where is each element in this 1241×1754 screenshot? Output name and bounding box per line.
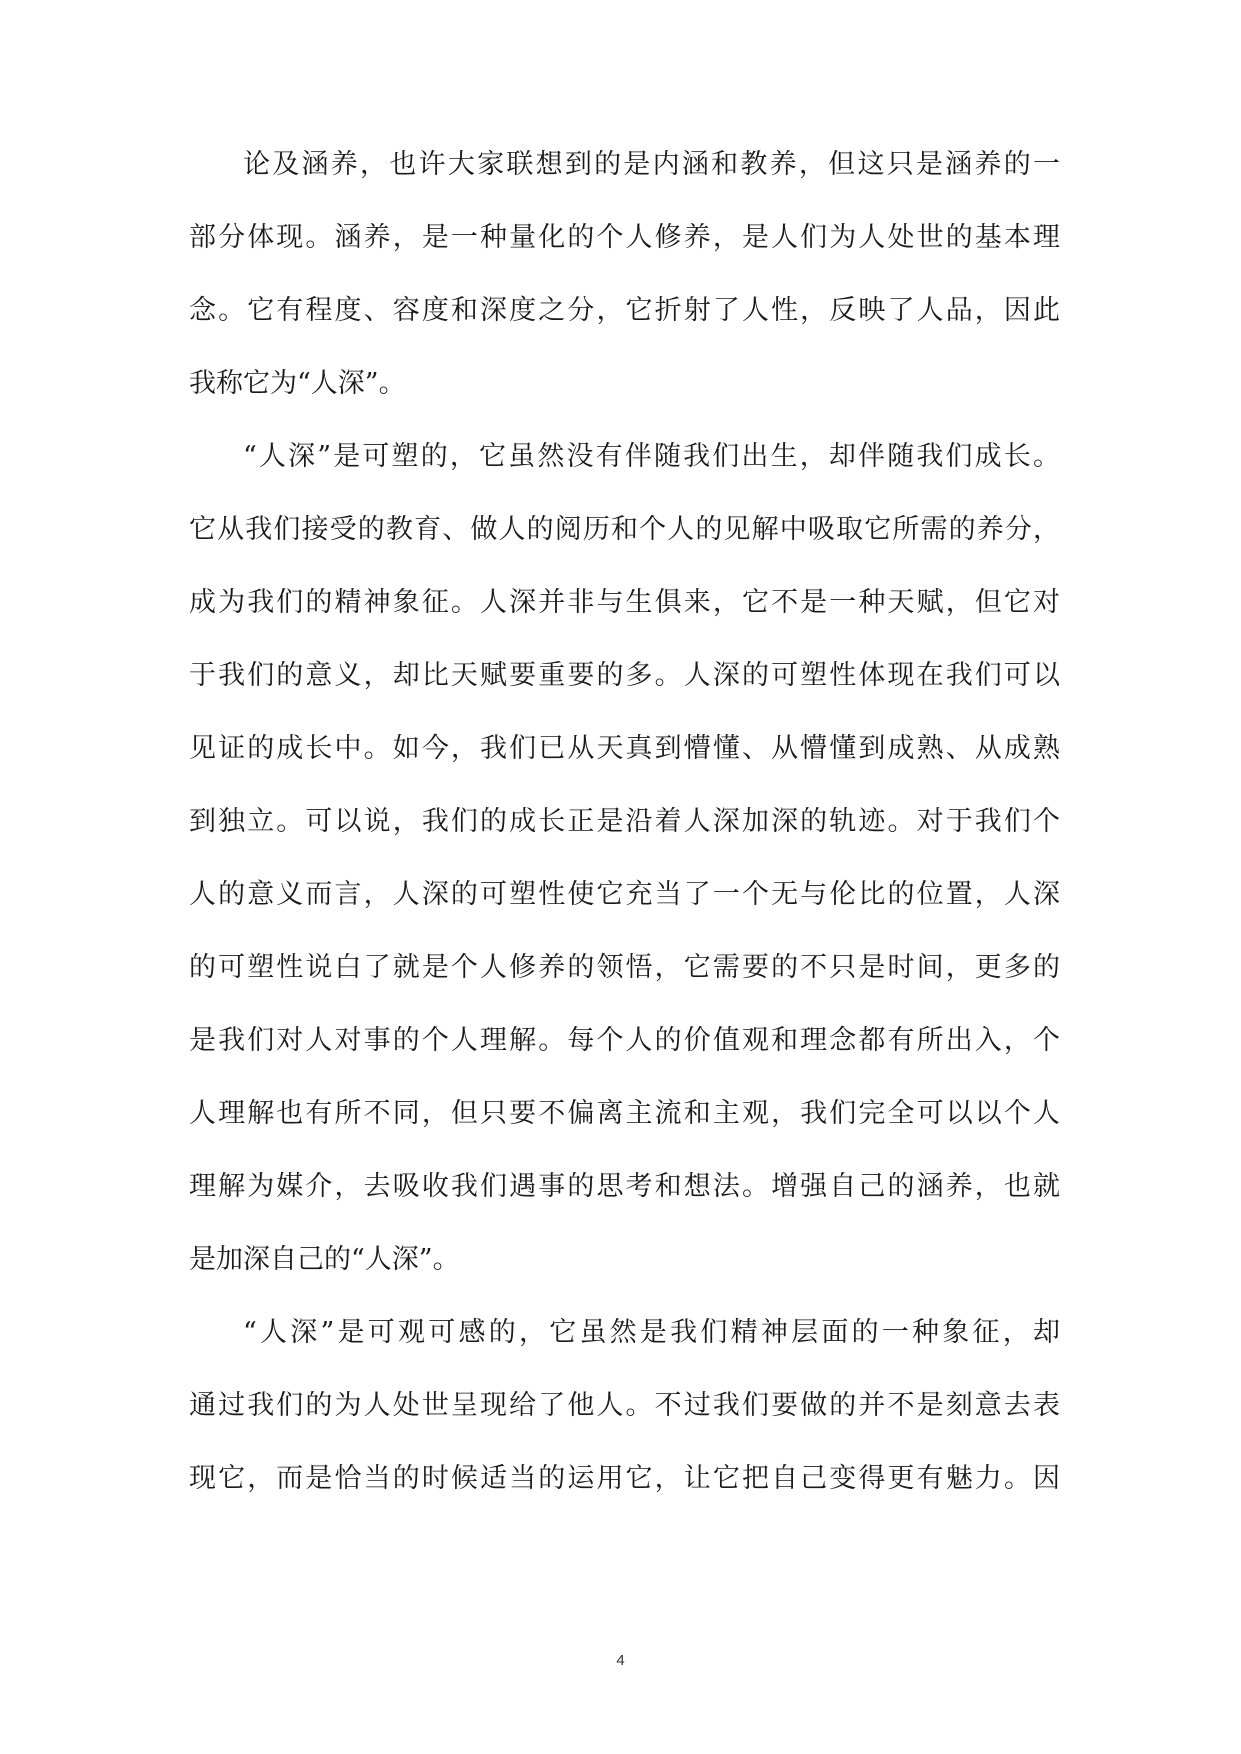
page-number: 4 bbox=[616, 1652, 625, 1669]
text-line: 论及涵养，也许大家联想到的是内涵和教养，但这只是涵养的一 bbox=[243, 149, 1060, 180]
text-line: 到独立。可以说，我们的成长正是沿着人深加深的轨迹。对于我们个 bbox=[189, 806, 1060, 837]
text-line: “人深”是可观可感的，它虽然是我们精神层面的一种象征，却 bbox=[243, 1317, 1060, 1348]
text-line: 见证的成长中。如今，我们已从天真到懵懂、从懵懂到成熟、从成熟 bbox=[189, 733, 1060, 764]
text-line: 现它，而是恰当的时候适当的运用它，让它把自己变得更有魅力。因 bbox=[189, 1463, 1060, 1494]
text-line: 是我们对人对事的个人理解。每个人的价值观和理念都有所出入，个 bbox=[189, 1025, 1060, 1056]
paragraph-3 bbox=[189, 1304, 1060, 1523]
paragraph-2 bbox=[189, 428, 1060, 1304]
text-line: 部分体现。涵养，是一种量化的个人修养，是人们为人处世的基本理 bbox=[189, 222, 1060, 253]
text-line: 人理解也有所不同，但只要不偏离主流和主观，我们完全可以以个人 bbox=[189, 1098, 1060, 1129]
text-line: 通过我们的为人处世呈现给了他人。不过我们要做的并不是刻意去表 bbox=[189, 1390, 1060, 1421]
text-line: 成为我们的精神象征。人深并非与生俱来，它不是一种天赋，但它对 bbox=[189, 587, 1060, 618]
text-line: 念。它有程度、容度和深度之分，它折射了人性，反映了人品，因此 bbox=[189, 295, 1060, 326]
body-text bbox=[189, 136, 1060, 1523]
text-line: 人的意义而言，人深的可塑性使它充当了一个无与伦比的位置，人深 bbox=[189, 879, 1060, 910]
paragraph-1 bbox=[189, 136, 1060, 428]
text-line: 的可塑性说白了就是个人修养的领悟，它需要的不只是时间，更多的 bbox=[189, 952, 1060, 983]
text-line: 我称它为“人深”。 bbox=[189, 368, 406, 399]
text-line: 是加深自己的“人深”。 bbox=[189, 1244, 460, 1275]
text-line: 理解为媒介，去吸收我们遇事的思考和想法。增强自己的涵养，也就 bbox=[189, 1171, 1060, 1202]
text-line: 于我们的意义，却比天赋要重要的多。人深的可塑性体现在我们可以 bbox=[189, 660, 1060, 691]
text-line: 它从我们接受的教育、做人的阅历和个人的见解中吸取它所需的养分， bbox=[189, 514, 1060, 545]
text-line: “人深”是可塑的，它虽然没有伴随我们出生，却伴随我们成长。 bbox=[243, 441, 1060, 472]
